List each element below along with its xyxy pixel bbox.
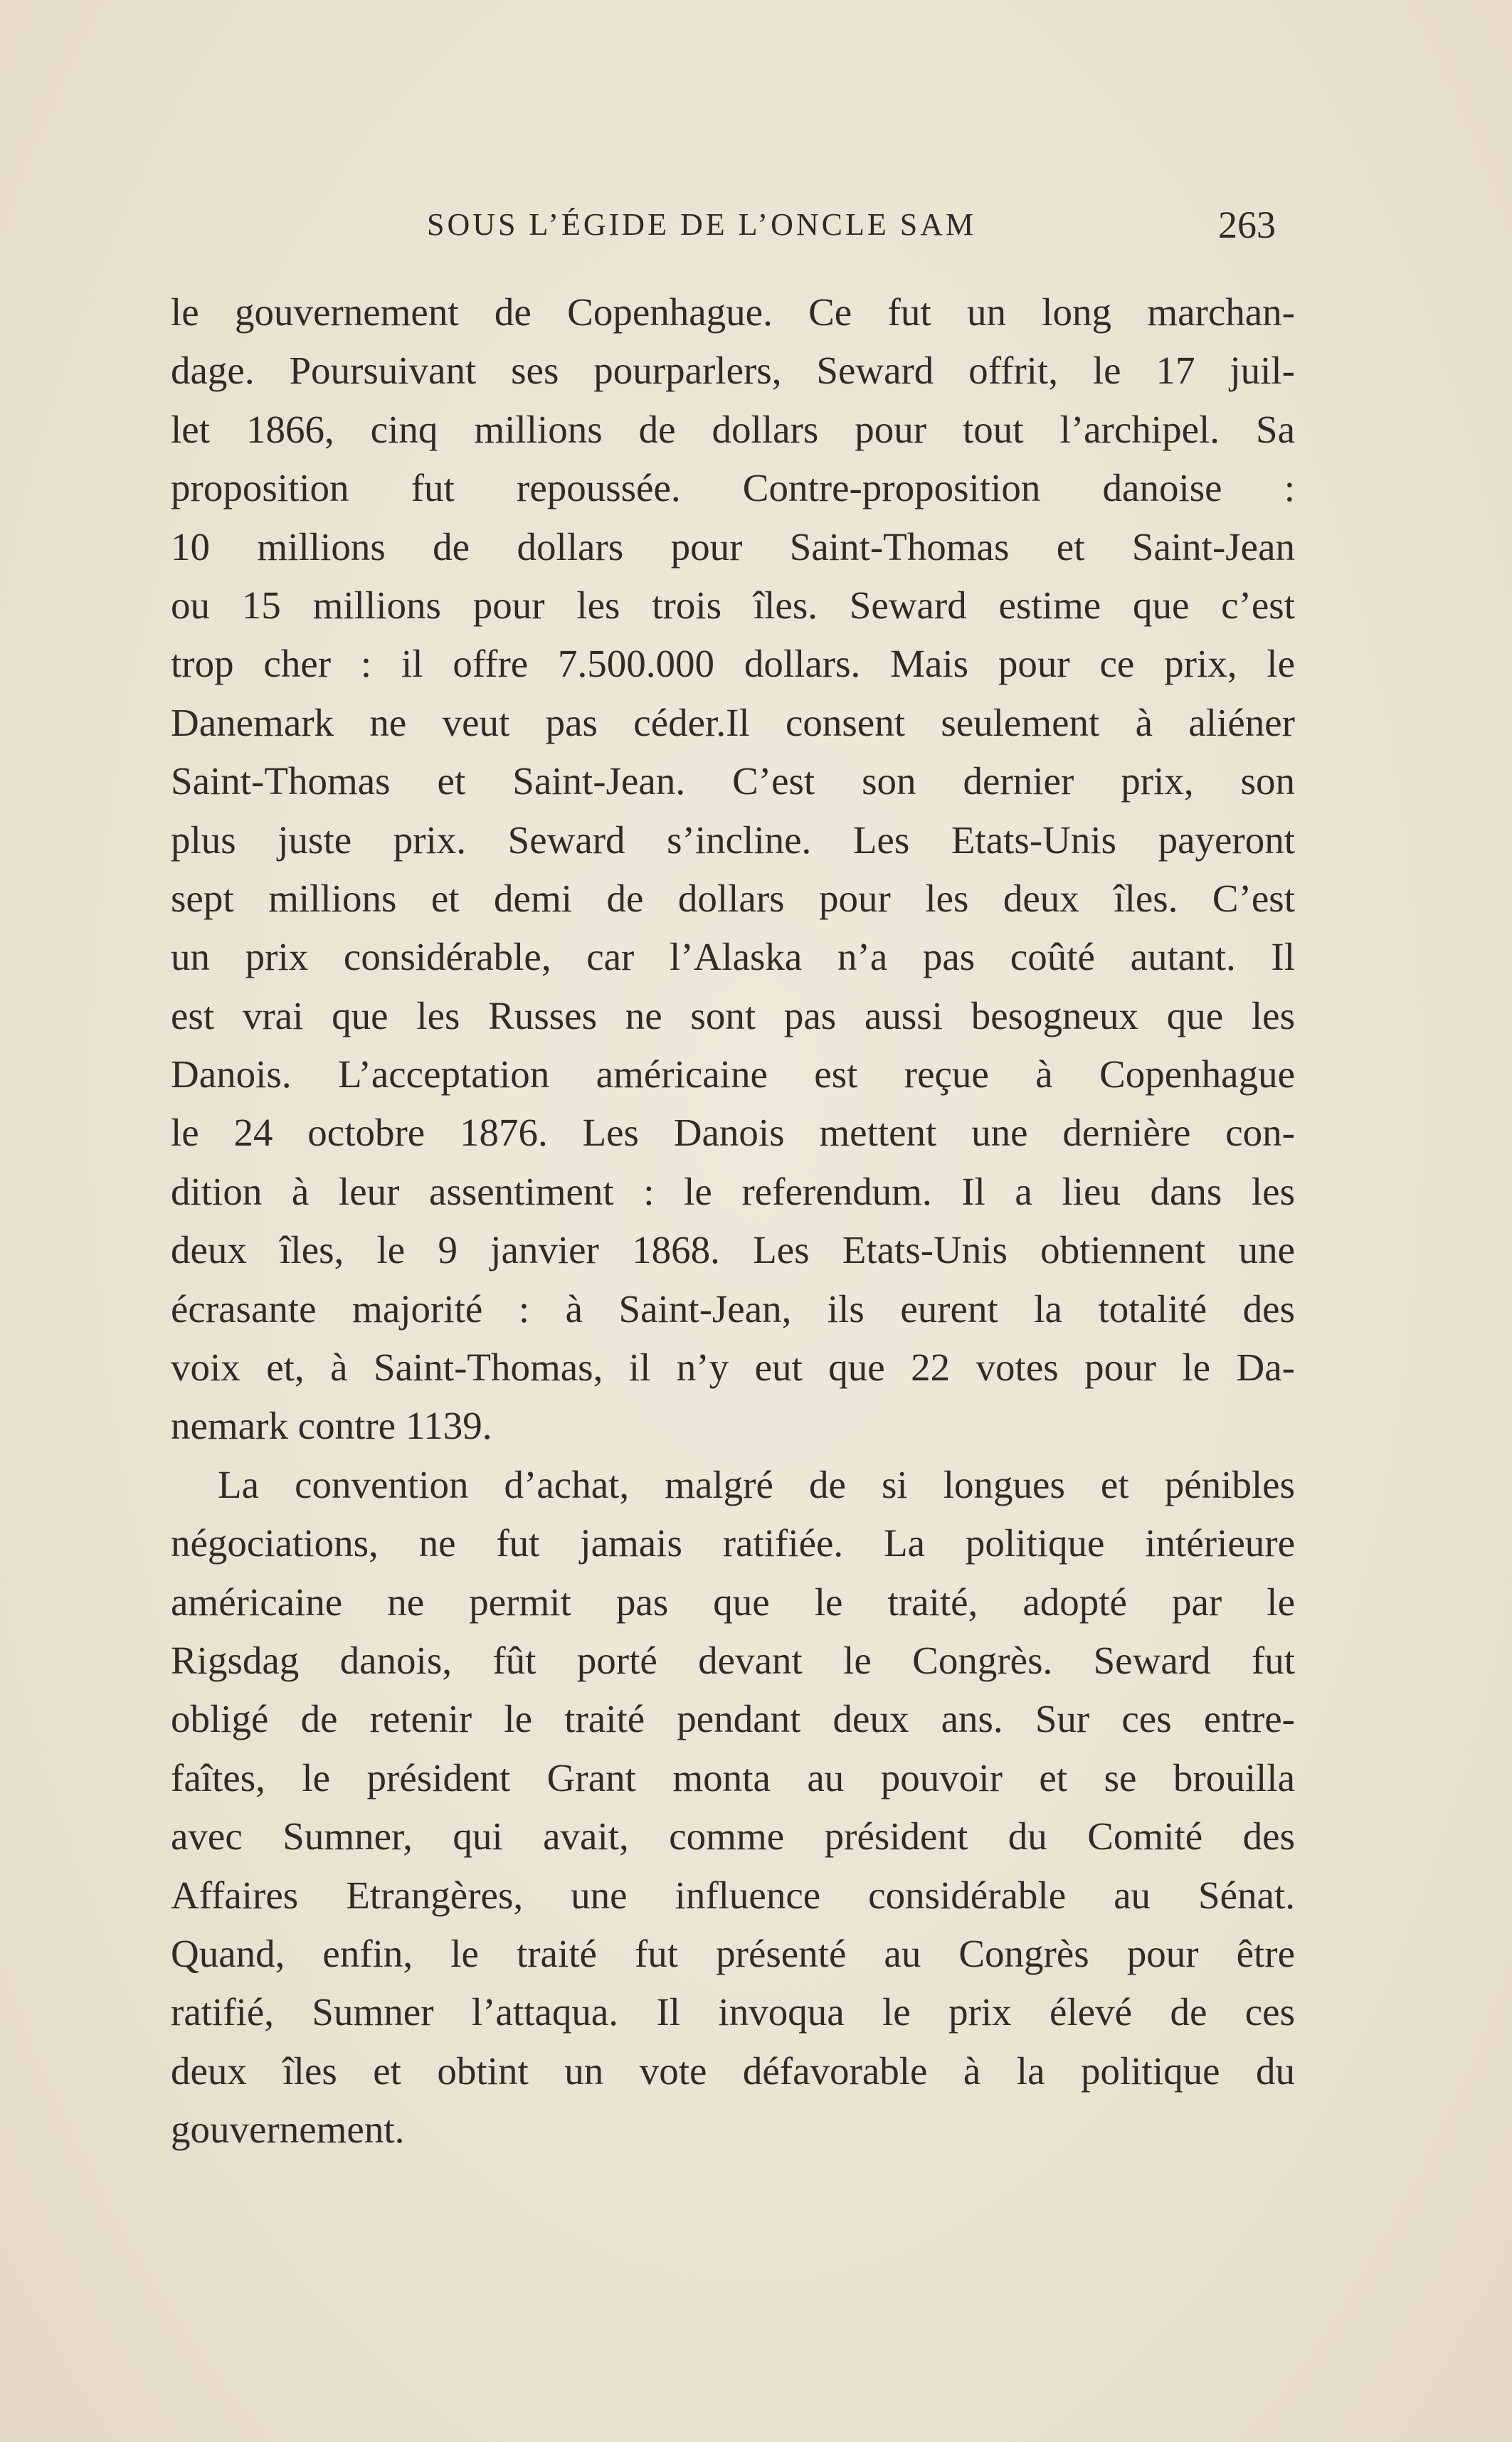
text-line: deux îles, le 9 janvier 1868. Les Etats-Unis obtiennent une	[171, 1228, 1295, 1272]
running-title: SOUS L’ÉGIDE DE L’ONCLE SAM	[427, 207, 977, 242]
text-line: dage. Poursuivant ses pourparlers, Seward offrit, le 17 juil-	[171, 349, 1295, 393]
text-line: deux îles et obtint un vote défavorable à la politique du	[171, 2049, 1295, 2093]
text-line: 10 millions de dollars pour Saint-Thomas et Saint-Jean	[171, 524, 1295, 569]
text-line: sept millions et demi de dollars pour les deux îles. C’est	[171, 876, 1295, 920]
text-line: Affaires Etrangères, une influence considérable au Sénat.	[171, 1873, 1295, 1917]
text-line: Rigsdag danois, fût porté devant le Congrès. Seward fut	[171, 1638, 1295, 1682]
text-line: ratifié, Sumner l’attaqua. Il invoqua le prix élevé de ces	[171, 1990, 1295, 2034]
page-number: 263	[1218, 204, 1276, 246]
text-line: Quand, enfin, le traité fut présenté au Congrès pour être	[171, 1931, 1295, 1975]
text-line: ou 15 millions pour les trois îles. Seward estime que c’est	[171, 583, 1295, 627]
text-line: faîtes, le président Grant monta au pouvoir et se brouilla	[171, 1755, 1295, 1799]
text-line: négociations, ne fut jamais ratifiée. La politique intérieure	[171, 1521, 1295, 1565]
text-line: let 1866, cinq millions de dollars pour tout l’archipel. Sa	[171, 407, 1295, 451]
text-line: gouvernement.	[171, 2108, 405, 2152]
text-line: dition à leur assentiment : le referendum. Il a lieu dans les	[171, 1169, 1295, 1213]
text-line: avec Sumner, qui avait, comme président du Comité des	[171, 1814, 1295, 1859]
text-line: Danemark ne veut pas céder.Il consent seulement à aliéner	[171, 700, 1295, 744]
body-text	[171, 283, 1295, 2160]
text-line: le 24 octobre 1876. Les Danois mettent une dernière con-	[171, 1111, 1295, 1155]
text-line: obligé de retenir le traité pendant deux ans. Sur ces entre-	[171, 1697, 1295, 1741]
text-line: voix et, à Saint-Thomas, il n’y eut que 22 votes pour le Da-	[171, 1346, 1295, 1390]
text-line: nemark contre 1139.	[171, 1404, 492, 1448]
text-line: américaine ne permit pas que le traité, adopté par le	[171, 1580, 1295, 1624]
text-line: Saint-Thomas et Saint-Jean. C’est son dernier prix, son	[171, 759, 1295, 803]
text-line: est vrai que les Russes ne sont pas aussi besogneux que les	[171, 993, 1295, 1037]
text-line: proposition fut repoussée. Contre-proposition danoise :	[171, 466, 1295, 510]
text-line: plus juste prix. Seward s’incline. Les Etats-Unis payeront	[171, 818, 1295, 862]
text-line: un prix considérable, car l’Alaska n’a pas coûté autant. Il	[171, 935, 1295, 979]
text-line: écrasante majorité : à Saint-Jean, ils eurent la totalité des	[171, 1286, 1295, 1331]
text-line: trop cher : il offre 7.500.000 dollars. Mais pour ce prix, le	[171, 642, 1295, 686]
text-line: Danois. L’acceptation américaine est reçue à Copenhague	[171, 1052, 1295, 1096]
text-line: La convention d’achat, malgré de si longues et pénibles	[218, 1462, 1295, 1506]
text-line: le gouvernement de Copenhague. Ce fut un long marchan-	[171, 290, 1295, 334]
